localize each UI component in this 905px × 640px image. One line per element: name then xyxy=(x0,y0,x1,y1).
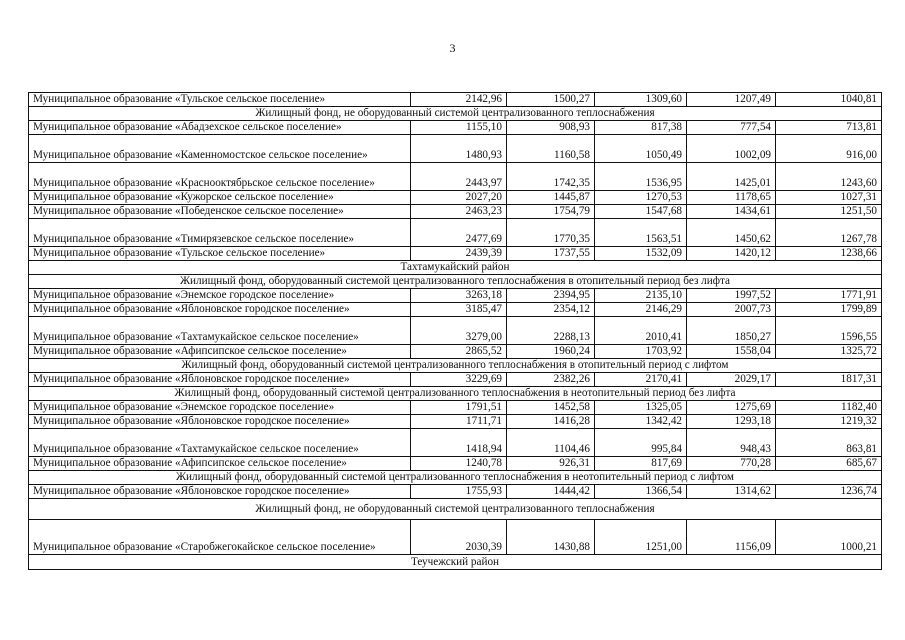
value-cell-1: 1155,10 xyxy=(411,121,507,135)
value-cell-2: 1754,79 xyxy=(507,205,595,219)
value-cell-1: 3229,69 xyxy=(411,373,507,387)
value-cell-4: 770,28 xyxy=(687,457,776,471)
section-header-row xyxy=(29,107,882,121)
table-row xyxy=(29,93,882,107)
value-cell-5: 1236,74 xyxy=(776,485,882,499)
value-cell-4: 1293,18 xyxy=(687,415,776,429)
value-cell-1: 1755,93 xyxy=(411,485,507,499)
section-header-row xyxy=(29,359,882,373)
value-cell-5: 1000,21 xyxy=(776,520,882,555)
value-cell-4: 1450,62 xyxy=(687,219,776,247)
municipality-name: Муниципальное образование «Каменномостское сельское поселение» xyxy=(29,135,411,163)
value-cell-5: 1040,81 xyxy=(776,93,882,107)
value-cell-3: 1050,49 xyxy=(595,135,687,163)
value-cell-3: 1563,51 xyxy=(595,219,687,247)
value-cell-2: 1770,35 xyxy=(507,219,595,247)
value-cell-1: 2142,96 xyxy=(411,93,507,107)
value-cell-5: 1182,40 xyxy=(776,401,882,415)
value-cell-3: 2135,10 xyxy=(595,289,687,303)
value-cell-3: 2170,41 xyxy=(595,373,687,387)
municipality-name: Муниципальное образование «Абадзехское сельское поселение» xyxy=(29,121,411,135)
value-cell-5: 713,81 xyxy=(776,121,882,135)
value-cell-3: 1309,60 xyxy=(595,93,687,107)
value-cell-4: 1314,62 xyxy=(687,485,776,499)
value-cell-4: 1434,61 xyxy=(687,205,776,219)
value-cell-1: 1711,71 xyxy=(411,415,507,429)
table-row xyxy=(29,289,882,303)
value-cell-4: 1178,65 xyxy=(687,191,776,205)
section-title: Жилищный фонд, оборудованный системой централизованного теплоснабжения в отопительный период без лифта xyxy=(29,275,882,289)
municipality-name: Муниципальное образование «Тульское сельское поселение» xyxy=(29,93,411,107)
tariff-table xyxy=(28,92,882,570)
value-cell-5: 1027,31 xyxy=(776,191,882,205)
value-cell-3: 2010,41 xyxy=(595,317,687,345)
value-cell-1: 1480,93 xyxy=(411,135,507,163)
value-cell-4: 1997,52 xyxy=(687,289,776,303)
municipality-name: Муниципальное образование «Тахтамукайское сельское поселение» xyxy=(29,317,411,345)
value-cell-3: 1325,05 xyxy=(595,401,687,415)
value-cell-3: 1536,95 xyxy=(595,163,687,191)
table-row xyxy=(29,520,882,555)
section-title: Жилищный фонд, не оборудованный системой централизованного теплоснабжения xyxy=(29,499,882,520)
table-row xyxy=(29,457,882,471)
value-cell-4: 1207,49 xyxy=(687,93,776,107)
value-cell-4: 1558,04 xyxy=(687,345,776,359)
value-cell-4: 777,54 xyxy=(687,121,776,135)
municipality-name: Муниципальное образование «Яблоновское городское поселение» xyxy=(29,373,411,387)
value-cell-5: 1251,50 xyxy=(776,205,882,219)
value-cell-5: 1325,72 xyxy=(776,345,882,359)
value-cell-1: 2439,39 xyxy=(411,247,507,261)
value-cell-1: 2027,20 xyxy=(411,191,507,205)
value-cell-3: 1251,00 xyxy=(595,520,687,555)
value-cell-5: 916,00 xyxy=(776,135,882,163)
municipality-name: Муниципальное образование «Афипсипское сельское поселение» xyxy=(29,345,411,359)
section-title: Жилищный фонд, оборудованный системой централизованного теплоснабжения в неотопительный период с лифтом xyxy=(29,471,882,485)
value-cell-4: 1156,09 xyxy=(687,520,776,555)
value-cell-2: 2382,26 xyxy=(507,373,595,387)
value-cell-2: 2394,95 xyxy=(507,289,595,303)
value-cell-2: 1444,42 xyxy=(507,485,595,499)
value-cell-4: 1425,01 xyxy=(687,163,776,191)
value-cell-3: 1270,53 xyxy=(595,191,687,205)
value-cell-1: 3279,00 xyxy=(411,317,507,345)
municipality-name: Муниципальное образование «Победенское сельское поселение» xyxy=(29,205,411,219)
value-cell-5: 1267,78 xyxy=(776,219,882,247)
value-cell-5: 685,67 xyxy=(776,457,882,471)
table-row xyxy=(29,205,882,219)
section-header-row xyxy=(29,555,882,570)
value-cell-5: 863,81 xyxy=(776,429,882,457)
table-row xyxy=(29,191,882,205)
value-cell-5: 1799,89 xyxy=(776,303,882,317)
value-cell-2: 908,93 xyxy=(507,121,595,135)
value-cell-2: 1960,24 xyxy=(507,345,595,359)
value-cell-3: 1342,42 xyxy=(595,415,687,429)
value-cell-1: 2463,23 xyxy=(411,205,507,219)
value-cell-4: 2029,17 xyxy=(687,373,776,387)
table-row xyxy=(29,373,882,387)
table-row xyxy=(29,317,882,345)
table-row xyxy=(29,345,882,359)
table-row xyxy=(29,247,882,261)
value-cell-1: 2030,39 xyxy=(411,520,507,555)
value-cell-3: 1703,92 xyxy=(595,345,687,359)
section-title: Жилищный фонд, не оборудованный системой централизованного теплоснабжения xyxy=(29,107,882,121)
value-cell-1: 3263,18 xyxy=(411,289,507,303)
section-header-row xyxy=(29,499,882,520)
value-cell-3: 1547,68 xyxy=(595,205,687,219)
value-cell-5: 1219,32 xyxy=(776,415,882,429)
table-row xyxy=(29,303,882,317)
value-cell-5: 1238,66 xyxy=(776,247,882,261)
value-cell-3: 817,69 xyxy=(595,457,687,471)
value-cell-5: 1817,31 xyxy=(776,373,882,387)
municipality-name: Муниципальное образование «Тимирязевское сельское поселение» xyxy=(29,219,411,247)
table-row xyxy=(29,219,882,247)
table-row xyxy=(29,429,882,457)
value-cell-2: 1160,58 xyxy=(507,135,595,163)
table-row xyxy=(29,401,882,415)
municipality-name: Муниципальное образование «Афипсипское сельское поселение» xyxy=(29,457,411,471)
value-cell-2: 2354,12 xyxy=(507,303,595,317)
value-cell-1: 3185,47 xyxy=(411,303,507,317)
value-cell-1: 2443,97 xyxy=(411,163,507,191)
value-cell-3: 1532,09 xyxy=(595,247,687,261)
table-row xyxy=(29,415,882,429)
municipality-name: Муниципальное образование «Старобжегокайское сельское поселение» xyxy=(29,520,411,555)
value-cell-2: 2288,13 xyxy=(507,317,595,345)
value-cell-3: 817,38 xyxy=(595,121,687,135)
value-cell-4: 948,43 xyxy=(687,429,776,457)
value-cell-4: 1850,27 xyxy=(687,317,776,345)
value-cell-3: 2146,29 xyxy=(595,303,687,317)
section-title: Жилищный фонд, оборудованный системой централизованного теплоснабжения в неотопительный период без лифта xyxy=(29,387,882,401)
value-cell-2: 1445,87 xyxy=(507,191,595,205)
value-cell-2: 1416,28 xyxy=(507,415,595,429)
value-cell-1: 2477,69 xyxy=(411,219,507,247)
value-cell-4: 1002,09 xyxy=(687,135,776,163)
tariff-table-body xyxy=(29,93,882,570)
value-cell-2: 1430,88 xyxy=(507,520,595,555)
municipality-name: Муниципальное образование «Яблоновское городское поселение» xyxy=(29,303,411,317)
value-cell-1: 1418,94 xyxy=(411,429,507,457)
municipality-name: Муниципальное образование «Краснооктябрьское сельское поселение» xyxy=(29,163,411,191)
municipality-name: Муниципальное образование «Тахтамукайское сельское поселение» xyxy=(29,429,411,457)
value-cell-4: 1275,69 xyxy=(687,401,776,415)
municipality-name: Муниципальное образование «Яблоновское городское поселение» xyxy=(29,415,411,429)
value-cell-1: 2865,52 xyxy=(411,345,507,359)
section-header-row xyxy=(29,275,882,289)
value-cell-2: 1104,46 xyxy=(507,429,595,457)
value-cell-5: 1596,55 xyxy=(776,317,882,345)
value-cell-2: 1500,27 xyxy=(507,93,595,107)
value-cell-2: 1452,58 xyxy=(507,401,595,415)
table-row xyxy=(29,121,882,135)
value-cell-2: 1737,55 xyxy=(507,247,595,261)
section-title: Жилищный фонд, оборудованный системой централизованного теплоснабжения в отопительный период с лифтом xyxy=(29,359,882,373)
section-title: Теучежский район xyxy=(29,555,882,570)
value-cell-4: 2007,73 xyxy=(687,303,776,317)
value-cell-5: 1771,91 xyxy=(776,289,882,303)
municipality-name: Муниципальное образование «Энемское городское поселение» xyxy=(29,401,411,415)
value-cell-4: 1420,12 xyxy=(687,247,776,261)
municipality-name: Муниципальное образование «Энемское городское поселение» xyxy=(29,289,411,303)
value-cell-5: 1243,60 xyxy=(776,163,882,191)
page-number: 3 xyxy=(449,41,456,55)
value-cell-2: 926,31 xyxy=(507,457,595,471)
value-cell-3: 995,84 xyxy=(595,429,687,457)
value-cell-1: 1791,51 xyxy=(411,401,507,415)
value-cell-3: 1366,54 xyxy=(595,485,687,499)
municipality-name: Муниципальное образование «Яблоновское городское поселение» xyxy=(29,485,411,499)
table-row xyxy=(29,135,882,163)
section-header-row xyxy=(29,261,882,275)
value-cell-2: 1742,35 xyxy=(507,163,595,191)
table-row xyxy=(29,163,882,191)
municipality-name: Муниципальное образование «Кужорское сельское поселение» xyxy=(29,191,411,205)
section-header-row xyxy=(29,471,882,485)
table-row xyxy=(29,485,882,499)
section-header-row xyxy=(29,387,882,401)
section-title: Тахтамукайский район xyxy=(29,261,882,275)
municipality-name: Муниципальное образование «Тульское сельское поселение» xyxy=(29,247,411,261)
value-cell-1: 1240,78 xyxy=(411,457,507,471)
